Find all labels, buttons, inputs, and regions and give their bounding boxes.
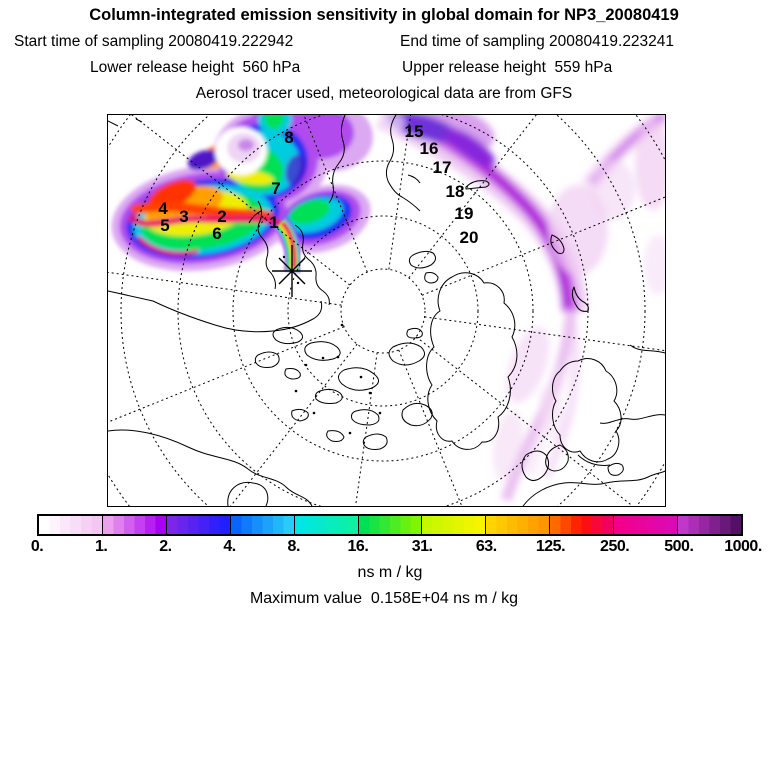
units-label: ns m / kg xyxy=(357,564,423,581)
colorbar-tick: 250. xyxy=(600,538,630,555)
sampling-time-row xyxy=(0,33,768,55)
colorbar-tick: 16. xyxy=(347,538,369,555)
receptor-label: 4 xyxy=(158,199,168,218)
colorbar-segment xyxy=(294,516,358,534)
colorbar-tick: 1000. xyxy=(724,538,762,555)
colorbar-tick: 0. xyxy=(30,538,44,555)
colorbar-tick: 1. xyxy=(95,538,108,555)
colorbar-segment xyxy=(358,516,422,534)
receptor-label: 20 xyxy=(459,228,479,247)
colorbar-segment xyxy=(39,516,102,534)
receptor-label: 8 xyxy=(284,128,294,147)
map-canvas xyxy=(108,115,665,506)
colorbar-tick: 125. xyxy=(535,538,566,555)
colorbar-segment xyxy=(102,516,166,534)
colorbar-segment xyxy=(677,516,741,534)
colorbar-segment xyxy=(166,516,230,534)
start-time-label: Start time of sampling 20080419.222942 xyxy=(14,33,294,50)
lower-release-label: Lower release height 560 hPa xyxy=(90,59,301,76)
colorbar xyxy=(37,514,743,536)
colorbar-segment xyxy=(549,516,613,534)
receptor-label: 16 xyxy=(419,139,439,158)
colorbar-segment xyxy=(613,516,677,534)
colorbar-tick: 63. xyxy=(475,538,497,555)
map-frame xyxy=(107,114,666,507)
island-dots xyxy=(283,256,382,435)
arc-plume xyxy=(376,115,665,500)
main-plume xyxy=(108,115,379,282)
colorbar-tick: 4. xyxy=(223,538,236,555)
receptor-label: 17 xyxy=(432,158,452,177)
receptor-label: 5 xyxy=(160,216,170,235)
colorbar-tick: 2. xyxy=(159,538,172,555)
colorbar-segment xyxy=(230,516,294,534)
end-time-label: End time of sampling 20080419.223241 xyxy=(400,33,675,50)
colorbar-segment xyxy=(421,516,485,534)
receptor-label: 1 xyxy=(269,213,279,232)
colorbar-tick-labels xyxy=(30,538,762,558)
receptor-label: 3 xyxy=(179,207,189,226)
colorbar-tick: 500. xyxy=(664,538,694,555)
receptor-label: 19 xyxy=(454,204,474,223)
receptor-label: 6 xyxy=(212,224,222,243)
page-title: Column-integrated emission sensitivity in global domain for NP3_20080419 xyxy=(89,6,679,24)
colorbar-segment xyxy=(485,516,549,534)
receptor-label: 15 xyxy=(404,122,424,141)
tracer-note: Aerosol tracer used, meteorological data are from GFS xyxy=(195,85,573,102)
receptor-label: 18 xyxy=(445,182,465,201)
colorbar-tick: 31. xyxy=(411,538,433,555)
receptor-label: 2 xyxy=(217,207,227,226)
upper-release-label: Upper release height 559 hPa xyxy=(402,59,613,76)
receptor-label: 7 xyxy=(271,179,281,198)
max-value-label: Maximum value 0.158E+04 ns m / kg xyxy=(249,590,519,607)
release-height-row xyxy=(0,59,768,81)
colorbar-tick: 8. xyxy=(287,538,300,555)
